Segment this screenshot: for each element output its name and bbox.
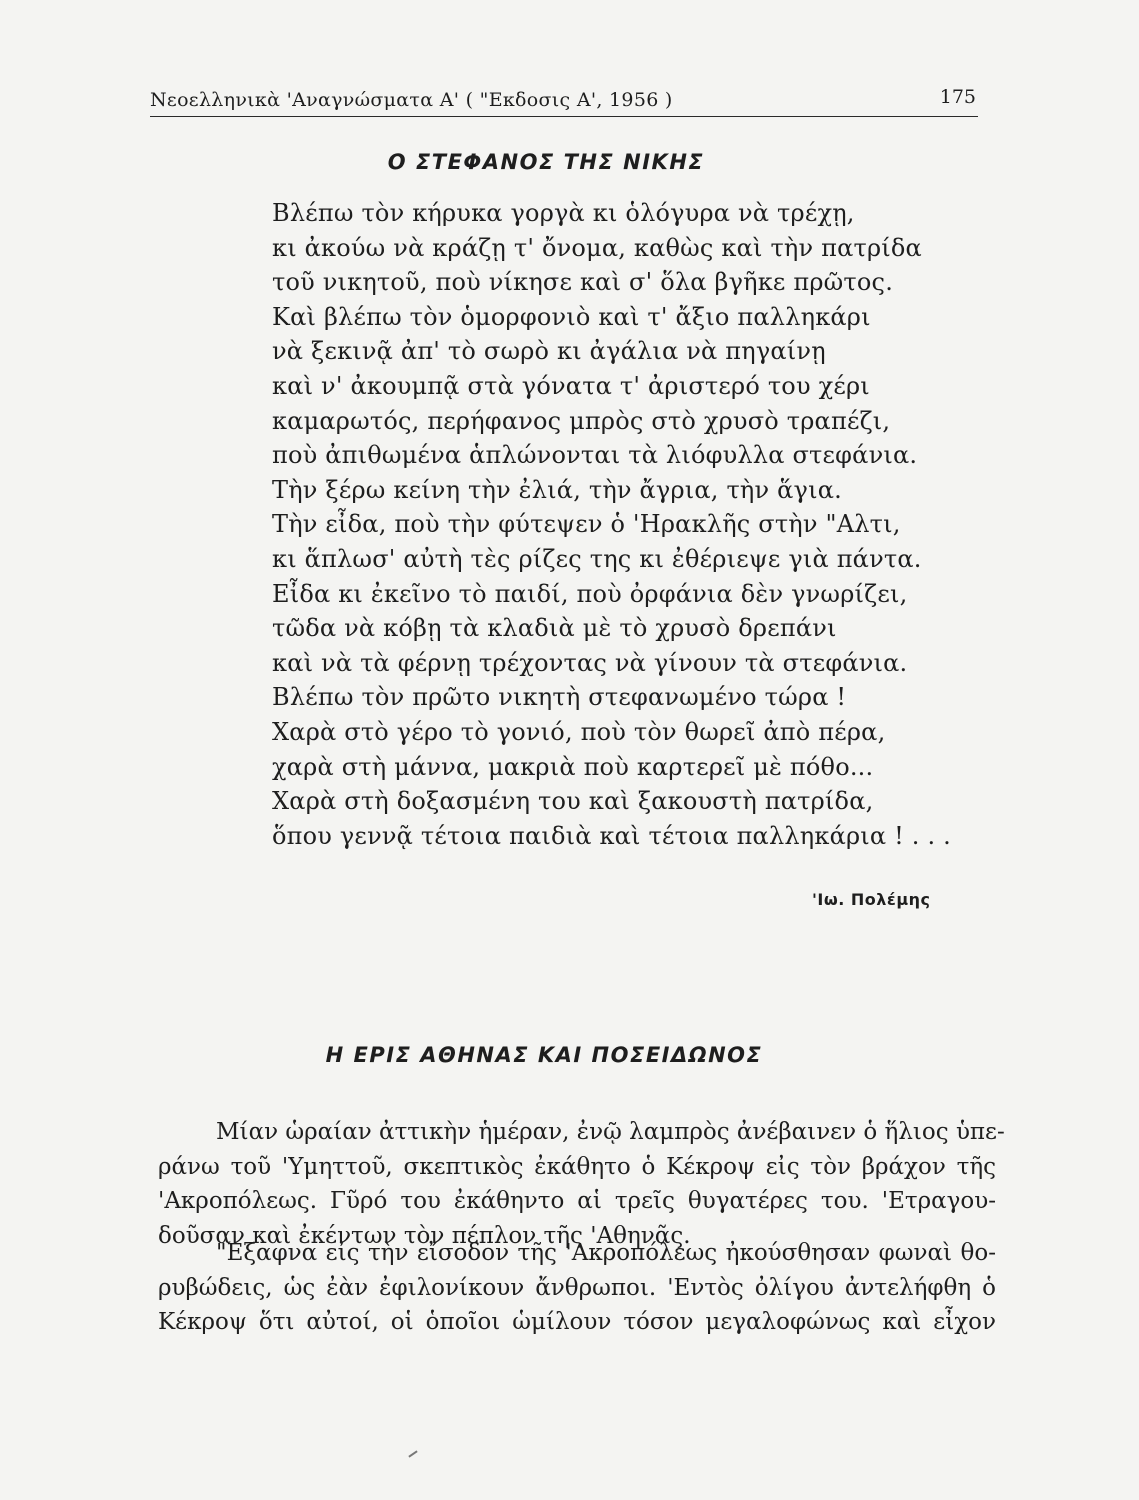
paragraph-line: ρυβώδεις, ὡς ἐὰν ἐφιλονίκουν ἄνθρωποι. 'Εντὸς ὀλίγου ἀντελήφθη ὁ	[158, 1274, 996, 1301]
poem-author: 'Ιω. Πολέμης	[812, 890, 931, 909]
poem-line: καμαρωτός, περήφανος μπρὸς στὸ χρυσὸ τραπέζι,	[272, 406, 891, 435]
poem-body	[272, 196, 951, 853]
ink-mark	[408, 1450, 417, 1457]
poem-line: ποὺ ἀπιθωμένα ἁπλώνονται τὰ λιόφυλλα στεφάνια.	[272, 441, 918, 470]
paragraph-line: Κέκροψ ὅτι αὐτοί, οἱ ὁποῖοι ὡμίλουν τόσον μεγαλοφώνως καὶ εἶχον	[158, 1309, 996, 1335]
running-header	[150, 82, 978, 117]
paragraph-line: Μίαν ὡραίαν ἀττικὴν ἡμέραν, ἐνῷ λαμπρὸς ἀνέβαινεν ὁ ἥλιος ὑπε-	[216, 1119, 1005, 1145]
header-book-title: Νεοελληνικὰ 'Αναγνώσματα Α' ( "Εκδοσις Α', 1956 )	[150, 89, 673, 111]
story-title: Η ΕΡΙΣ ΑΘΗΝΑΣ ΚΑΙ ΠΟΣΕΙΔΩΝΟΣ	[325, 1043, 763, 1067]
paragraph-line: δοῦσαν καὶ ἐκέντων τὸν πέπλον τῆς 'Αθηνᾶς.	[158, 1222, 691, 1249]
story-paragraph-1	[158, 1115, 1005, 1253]
poem-line: Χαρὰ στὸ γέρο τὸ γονιό, ποὺ τὸν θωρεῖ ἀπὸ πέρα,	[272, 717, 886, 746]
poem-line: χαρὰ στὴ μάννα, μακριὰ ποὺ καρτερεῖ μὲ πόθο...	[272, 752, 874, 781]
poem-line: τῶδα νὰ κόβῃ τὰ κλαδιὰ μὲ τὸ χρυσὸ δρεπάνι	[272, 614, 837, 643]
poem-line: Βλέπω τὸν κήρυκα γοργὰ κι ὁλόγυρα νὰ τρέχῃ,	[272, 199, 855, 227]
poem-line: Καὶ βλέπω τὸν ὁμορφονιὸ καὶ τ' ἄξιο παλληκάρι	[272, 302, 871, 331]
poem-line: τοῦ νικητοῦ, ποὺ νίκησε καὶ σ' ὅλα βγῆκε πρῶτος.	[272, 268, 894, 297]
poem-line: νὰ ξεκινᾷ ἀπ' τὸ σωρὸ κι ἀγάλια νὰ πηγαίνῃ	[272, 337, 826, 366]
poem-line: Εἶδα κι ἐκεῖνο τὸ παιδί, ποὺ ὀρφάνια δὲν γνωρίζει,	[272, 579, 908, 608]
poem-line: Βλέπω τὸν πρῶτο νικητὴ στεφανωμένο τώρα !	[272, 683, 847, 712]
paragraph-line: ράνω τοῦ 'Υμηττοῦ, σκεπτικὸς ἐκάθητο ὁ Κέκροψ εἰς τὸν βράχον τῆς	[158, 1153, 996, 1180]
page-number: 175	[939, 86, 976, 108]
poem-line: Τὴν εἶδα, ποὺ τὴν φύτεψεν ὁ 'Ηρακλῆς στὴν "Αλτι,	[272, 510, 901, 539]
poem-line: καὶ νὰ τὰ φέρνῃ τρέχοντας νὰ γίνουν τὰ στεφάνια.	[272, 648, 908, 677]
poem-line: κι ἅπλωσ' αὐτὴ τὲς ρίζες της κι ἐθέριεψε γιὰ πάντα.	[272, 544, 922, 573]
poem-line: καὶ ν' ἀκουμπᾷ στὰ γόνατα τ' ἀριστερό του χέρι	[272, 371, 870, 400]
poem-line: Τὴν ξέρω κείνη τὴν ἐλιά, τὴν ἄγρια, τὴν ἅγια.	[272, 475, 842, 504]
paragraph-line: 'Ακροπόλεως. Γῦρό του ἐκάθηντο αἱ τρεῖς θυγατέρες του. 'Ετραγου-	[158, 1188, 996, 1214]
poem-line: κι ἀκούω νὰ κράζῃ τ' ὄνομα, καθὼς καὶ τὴν πατρίδα	[272, 233, 922, 262]
poem-line: Χαρὰ στὴ δοξασμένη του καὶ ξακουστὴ πατρίδα,	[272, 787, 874, 816]
poem-title: Ο ΣΤΕΦΑΝΟΣ ΤΗΣ ΝΙΚΗΣ	[387, 150, 705, 174]
paragraph-line: "Εξαφνα εἰς τὴν εἴσοδον τῆς 'Ακροπόλεως ἠκούσθησαν φωναὶ θο-	[216, 1240, 996, 1266]
poem-line: ὅπου γεννᾷ τέτοια παιδιὰ καὶ τέτοια παλληκάρια ! . . .	[272, 821, 951, 850]
story-paragraph-2	[158, 1236, 996, 1340]
